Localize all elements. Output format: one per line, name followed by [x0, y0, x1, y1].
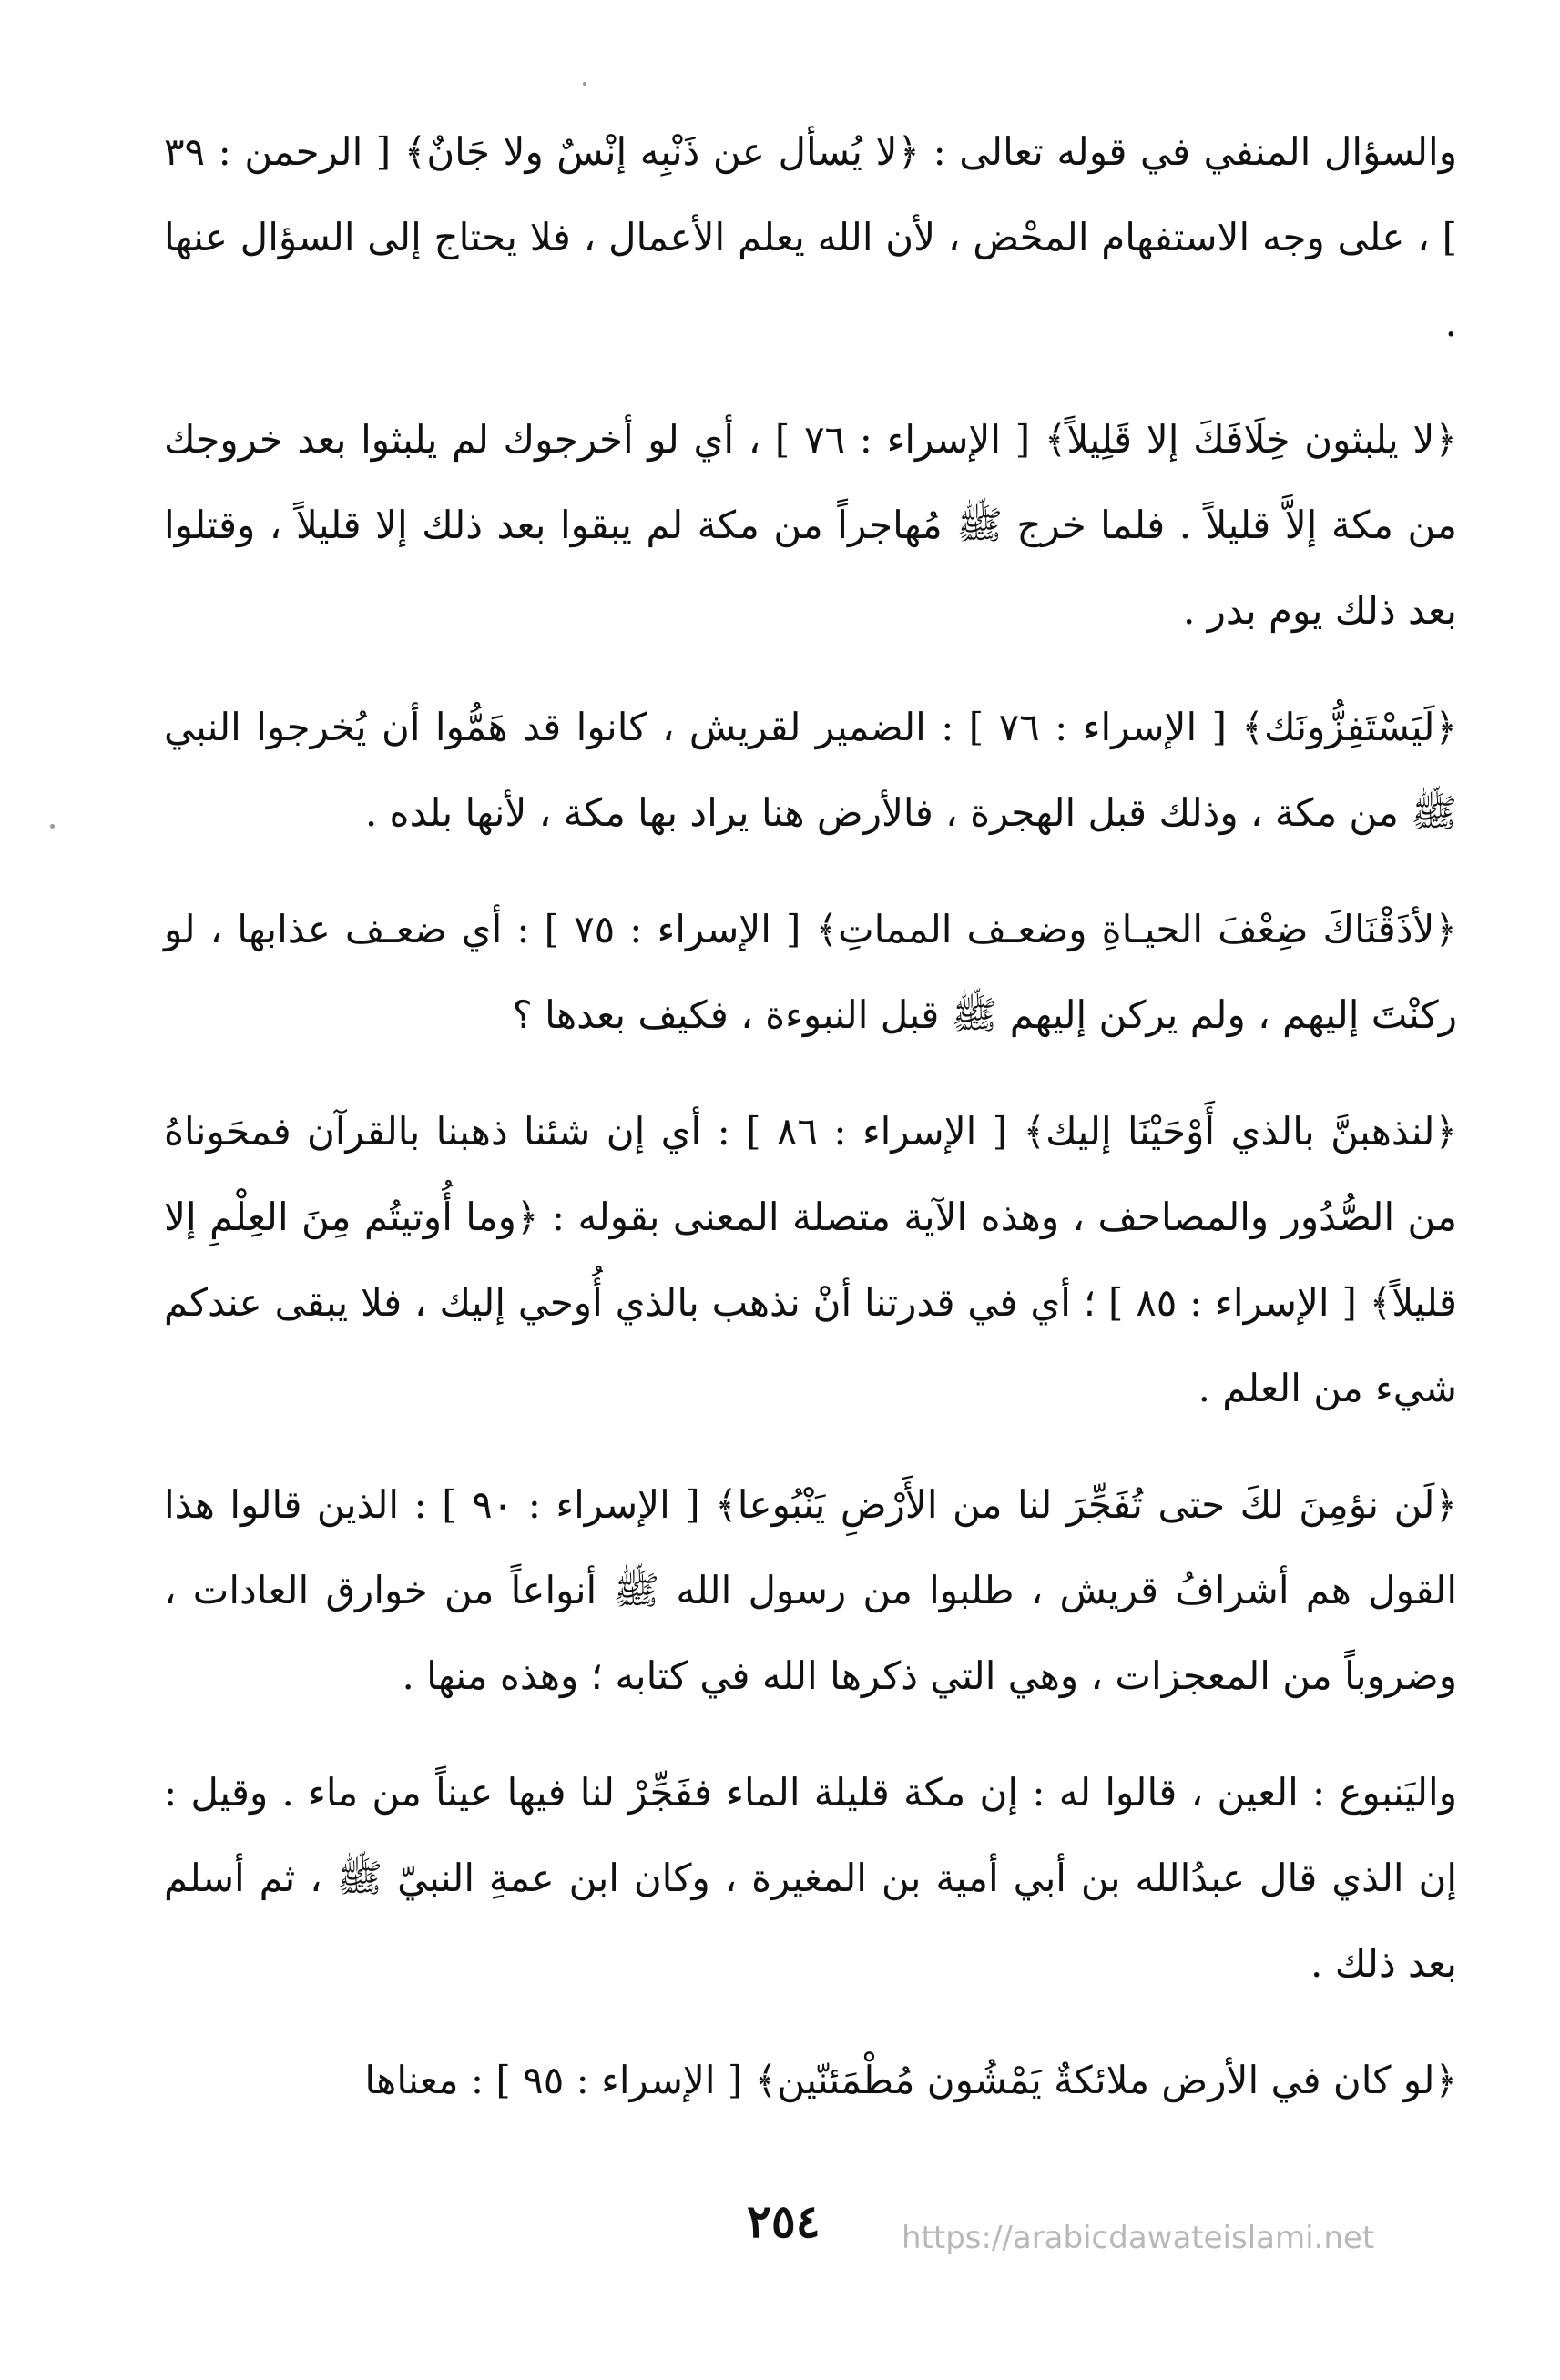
scan-speck	[583, 82, 586, 86]
scan-speck	[50, 824, 55, 829]
paragraph-2: ﴿لا يلبثون خِلَافَكَ إلا قَلِيلاً﴾ [ الإسراء : ٧٦ ] ، أي لو أخرجوك لم يلبثوا بعد خروجك من مكة إلاَّ قليلاً . فلما خرج ﷺ مُهاجراً من مكة لم يبقوا بعد ذلك إلا قليلاً ، وقتلوا بعد ذلك يوم بدر .	[164, 417, 1457, 633]
paragraph-4: ﴿لأذَقْنَاكَ ضِعْفَ الحيـاةِ وضعـف المماتِ﴾ [ الإسراء : ٧٥ ] : أي ضعـف عذابها ، لو ركنْتَ إليهم ، ولم يركن إليهم ﷺ قبل النبوءة ، فكيف بعدها ؟	[164, 907, 1457, 1037]
watermark-url: https://arabicdawateislami.net	[902, 2220, 1375, 2256]
paragraph-1: والسؤال المنفي في قوله تعالى : ﴿لا يُسأل عن ذَنْبِه إنْسٌ ولا جَانٌ﴾ [ الرحمن : ٣٩ ] ، على وجه الاستفهام المحْض ، لأن الله يعلم الأعمال ، فلا يحتاج إلى السؤال عنها .	[164, 129, 1457, 345]
paragraph-3: ﴿لَيَسْتَفِزُّونَك﴾ [ الإسراء : ٧٦ ] : الضمير لقريش ، كانوا قد هَمُّوا أن يُخرجوا النبي ﷺ من مكة ، وذلك قبل الهجرة ، فالأرض هنا يراد بها مكة ، لأنها بلده .	[164, 705, 1458, 835]
paragraph-7: واليَنبوع : العين ، قالوا له : إن مكة قليلة الماء ففَجِّرْ لنا فيها عيناً من ماء . وقيل : إن الذي قال عبدُالله بن أبي أمية بن المغيرة ، وكان ابن عمةِ النبيّ ﷺ ، ثم أسلم بعد ذلك .	[164, 1770, 1457, 1986]
paragraph-6: ﴿لَن نؤمِنَ لكَ حتى تُفَجِّرَ لنا من الأَرْضِ يَنْبُوعا﴾ [ الإسراء : ٩٠ ] : الذين قالوا هذا القول هم أشرافُ قريش ، طلبوا من رسول الله ﷺ أنواعاً من خوارق العادات ، وضروباً من المعجزات ، وهي التي ذكرها الله في كتابه ؛ وهذه منها .	[164, 1482, 1457, 1698]
page-number: ٢٥٤	[747, 2194, 821, 2248]
paragraph-5: ﴿لنذهبنَّ بالذي أَوْحَيْنَا إليك﴾ [ الإسراء : ٨٦ ] : أي إن شئنا ذهبنا بالقرآن فمحَوناهُ من الصُّدُور والمصاحف ، وهذه الآية متصلة المعنى بقوله : ﴿وما أُوتيتُم مِنَ العِلْمِ إلا قليلاً﴾ [ الإسراء : ٨٥ ] ؛ أي في قدرتنا أنْ نذهب بالذي أُوحي إليك ، فلا يبقى عندكم شيء من العلم .	[164, 1109, 1458, 1410]
paragraph-8: ﴿لو كان في الأرض ملائكةٌ يَمْشُون مُطْمَئنّين﴾ [ الإسراء : ٩٥ ] : معناها	[364, 2058, 1457, 2102]
page-body	[164, 109, 1457, 2231]
